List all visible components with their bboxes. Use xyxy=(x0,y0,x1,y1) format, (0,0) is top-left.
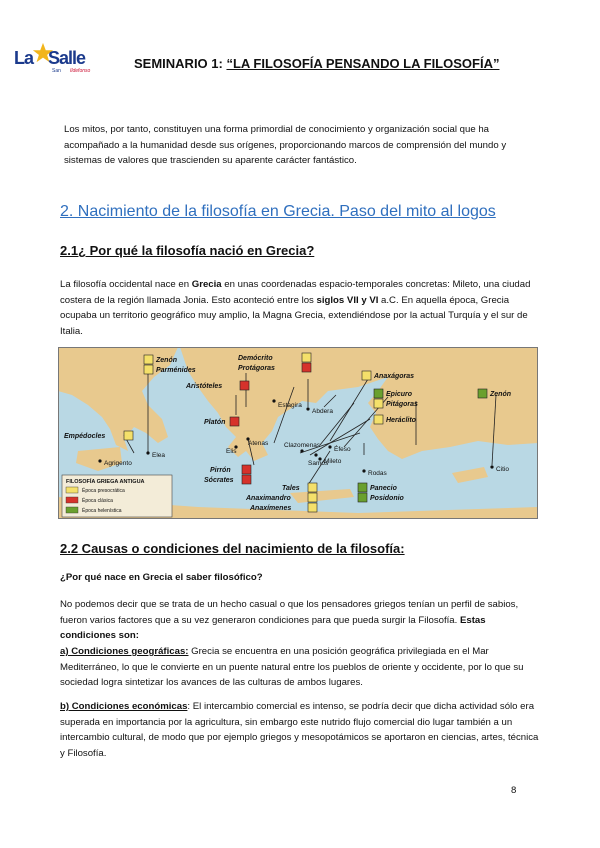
geographic-conditions-paragraph: a) Condiciones geográficas: Grecia se encuentra en una posición geográfica privilegiada en el Mar Mediterráneo, lo que le convierte en un puente natural entre los pueblos de oriente y occidente, por lo que su sociedad logra sintetizar los avances de las culturas de ambos lugares. xyxy=(60,646,524,688)
label-epicuro: Epicuro xyxy=(386,391,413,398)
legend-swatch-classical xyxy=(66,497,78,503)
label-platon: Platón xyxy=(204,419,226,426)
place-samos: Samos xyxy=(308,460,329,467)
label-democrito: Demócrito xyxy=(238,355,273,362)
marker-epicuro xyxy=(374,389,383,398)
legend-hellenistic: Época helenística xyxy=(82,508,122,514)
marker-heraclito xyxy=(374,415,383,424)
legend-presocratic: Época presocrática xyxy=(82,488,125,494)
map-legend xyxy=(62,475,172,517)
label-pirron: Pirrón xyxy=(210,467,231,474)
legend-title: FILOSOFÍA GRIEGA ANTIGUA xyxy=(66,479,145,485)
marker-anaximenes xyxy=(308,503,317,512)
marker-socrates xyxy=(242,475,251,484)
marker-platon xyxy=(230,417,239,426)
label-posidonio: Posidonio xyxy=(370,495,404,502)
la-salle-logo xyxy=(14,40,106,76)
marker-aristoteles xyxy=(240,381,249,390)
label-anaximandro: Anaximandro xyxy=(246,495,291,502)
label-aristoteles: Aristóteles xyxy=(186,383,223,390)
city-dot-elea xyxy=(146,451,149,454)
label-heraclito: Heráclito xyxy=(386,417,416,424)
place-rodas: Rodas xyxy=(368,470,387,477)
place-elis: Elis xyxy=(226,448,237,455)
marker-democrito xyxy=(302,353,311,362)
section-2-title: 2. Nacimiento de la filosofía en Grecia. Paso del mito al logos xyxy=(60,203,496,220)
place-efeso: Éfeso xyxy=(334,446,351,453)
label-zenon-citio: Zenón xyxy=(490,391,511,398)
marker-anaxagoras xyxy=(362,371,371,380)
city-dot-agrigento xyxy=(98,459,101,462)
place-estagira: Estagira xyxy=(278,402,302,409)
header-title: “LA FILOSOFÍA PENSANDO LA FILOSOFÍA” xyxy=(226,56,500,71)
logo-salle: Salle xyxy=(48,48,86,68)
logo-sub: San xyxy=(52,68,61,74)
logo-sub2: Ildefonso xyxy=(70,68,91,74)
marker-anaximandro xyxy=(308,493,317,502)
intro-paragraph: Los mitos, por tanto, constituyen una forma primordial de conocimiento y organización social que ha acompañado a la humanidad desde sus orígenes, proporcionando marcos de comprensión del mundo y sistemas de valores que trascienden su aparente carácter fantástico. xyxy=(64,124,507,166)
label-pitagoras: Pitágoras xyxy=(386,401,418,408)
marker-panecio xyxy=(358,483,367,492)
economic-conditions-paragraph: b) Condiciones económicas: El intercambio comercial es intenso, se podría decir que dicha actividad sólo era superada en importancia por la agricultura, sin embargo este nutrido flujo comercial dio lugar también a un intercambio cultural, de modo que por ejemplo griegos y mesopotámicos se aportaron en ciencias, artes, técnica y Filosofía. xyxy=(60,701,539,759)
section-2-1-title: 2.1¿ Por qué la filosofía nació en Grecia? xyxy=(60,243,315,258)
city-dot-abdera xyxy=(306,407,309,410)
label-tales: Tales xyxy=(282,485,300,492)
city-dot-citio xyxy=(490,465,493,468)
label-zenon-elea: Zenón xyxy=(156,357,177,364)
label-anaxagoras: Anaxágoras xyxy=(374,373,415,380)
label-empedocles: Empédocles xyxy=(64,433,106,440)
marker-zenon-citio xyxy=(478,389,487,398)
place-citio: Citio xyxy=(496,466,510,473)
label-socrates: Sócrates xyxy=(204,477,234,484)
header-prefix: SEMINARIO 1: xyxy=(134,56,227,71)
place-clazomenas: Clazomenas xyxy=(284,442,321,449)
label-parmenides: Parménides xyxy=(156,367,196,374)
marker-posidonio xyxy=(358,493,367,502)
page-number: 8 xyxy=(511,785,517,796)
label-anaximenes: Anaxímenes xyxy=(250,505,292,512)
section-2-1-paragraph: La filosofía occidental nace en Grecia en unas coordenadas espacio-temporales concretas: Mileto, una ciudad costera de la región llamada Jonia. Esto aconteció entre los siglos VII y VI a.C. En aquella época, Grecia ocupaba un territorio geográfico muy amplio, la Magna Grecia, extendiéndose por la actual Turquía y el sur de Italia. xyxy=(60,279,531,337)
place-mileto: Mileto xyxy=(324,458,342,465)
place-elea: Elea xyxy=(152,452,166,459)
page-header xyxy=(134,56,499,71)
ancient-greek-philosophy-map xyxy=(58,347,538,519)
map-svg xyxy=(58,347,538,519)
place-agrigento: Agrigento xyxy=(104,460,132,467)
legend-classical: Época clásica xyxy=(82,498,113,504)
city-dot-samos xyxy=(314,453,317,456)
city-dot-estagira xyxy=(272,399,275,402)
legend-swatch-hellenistic xyxy=(66,507,78,513)
label-panecio: Panecio xyxy=(370,485,397,492)
marker-pitagoras xyxy=(374,399,383,408)
place-atenas: Atenas xyxy=(248,440,269,447)
logo-la: La xyxy=(14,48,34,68)
marker-empedocles xyxy=(124,431,133,440)
marker-zenon-elea xyxy=(144,355,153,364)
place-abdera: Abdera xyxy=(312,408,333,415)
city-dot-efeso xyxy=(328,445,331,448)
marker-protagoras xyxy=(302,363,311,372)
section-2-2-title: 2.2 Causas o condiciones del nacimiento de la filosofía: xyxy=(60,541,405,556)
city-dot-rodas xyxy=(362,469,365,472)
marker-tales xyxy=(308,483,317,492)
section-2-2-paragraph: No podemos decir que se trata de un hecho casual o que los pensadores griegos tenían un perfil de sabios, fueron varios factores que a su vez generaron condiciones para que pueda surgir la Filosofía. Estas condiciones son: xyxy=(60,599,519,641)
marker-pirron xyxy=(242,465,251,474)
legend-swatch-presocratic xyxy=(66,487,78,493)
city-dot-clazomenas xyxy=(300,449,303,452)
marker-parmenides xyxy=(144,365,153,374)
section-2-2-question: ¿Por qué nace en Grecia el saber filosófico? xyxy=(60,572,263,583)
label-protagoras: Protágoras xyxy=(238,365,275,372)
